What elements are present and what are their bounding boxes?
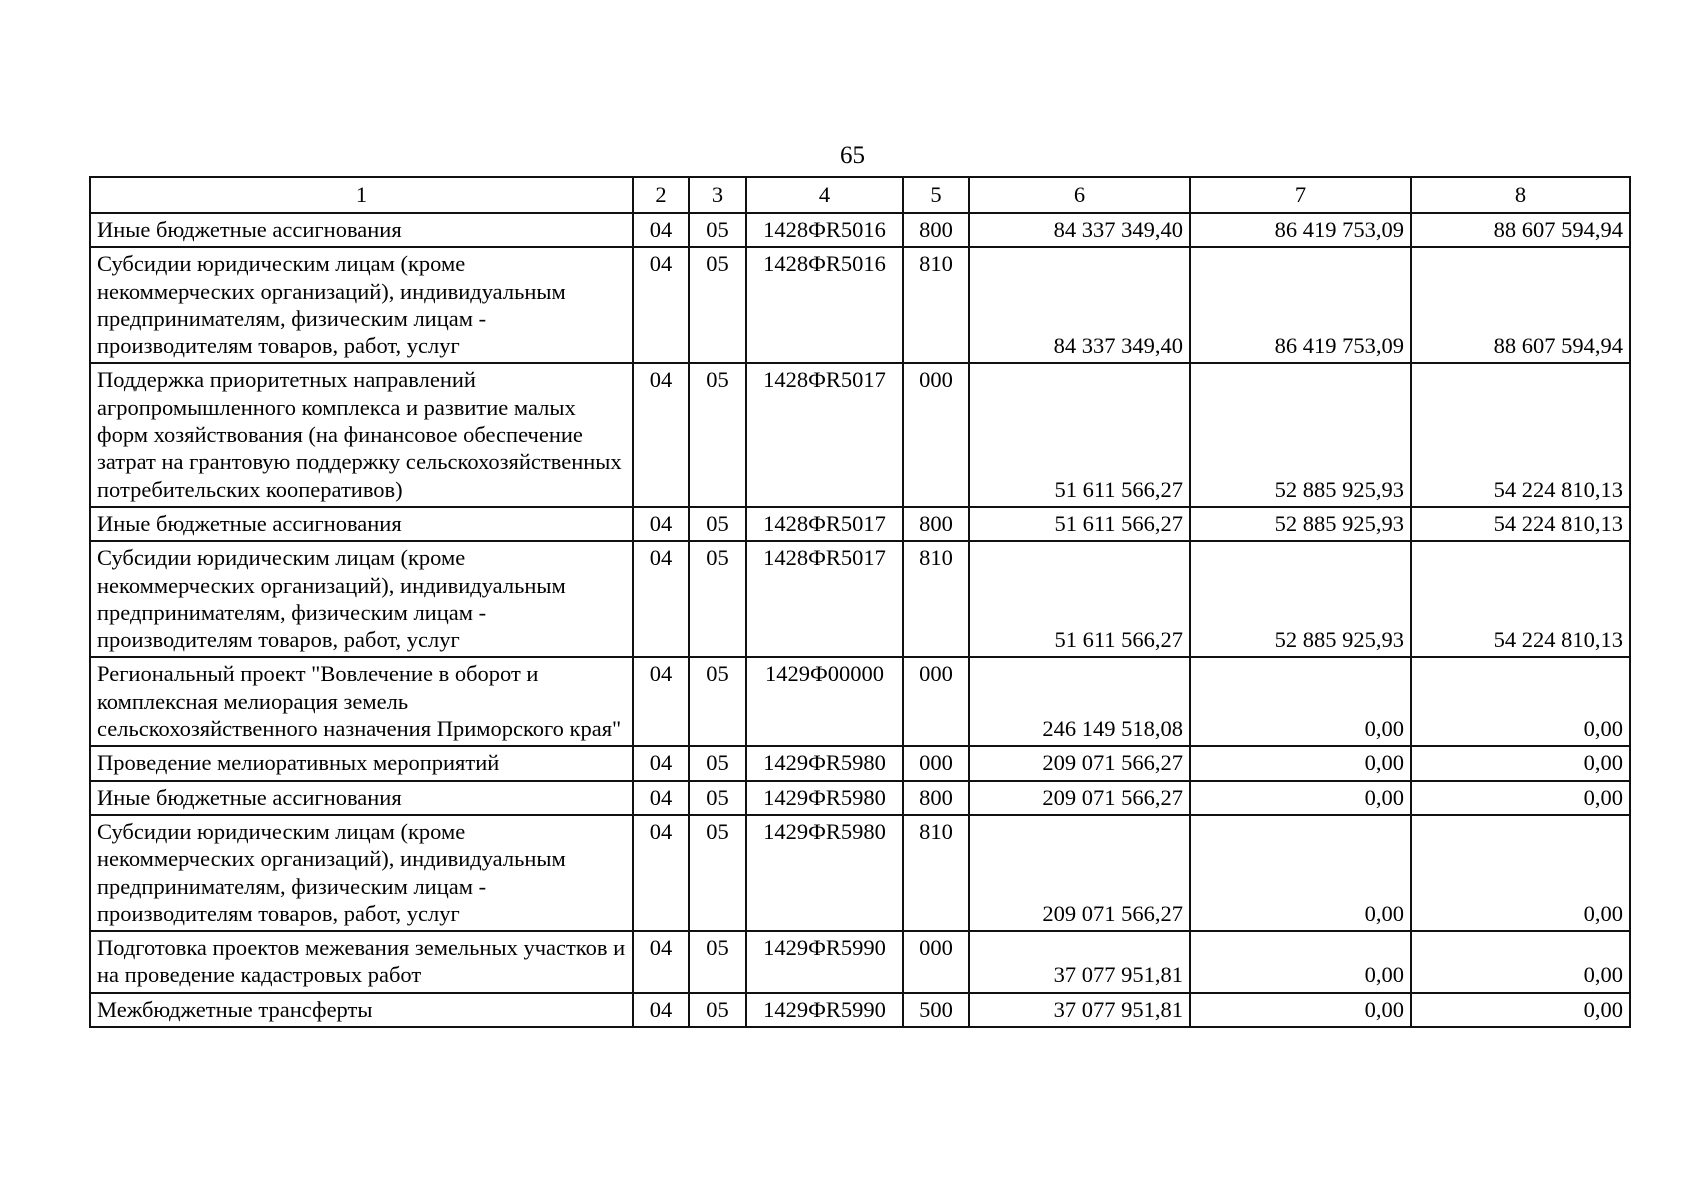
target-article-cell: 1428ФR5017 [746,507,903,541]
target-article-cell: 1429ФR5980 [746,746,903,780]
amount-year1-cell: 209 071 566,27 [969,815,1190,931]
expense-type-cell: 000 [903,363,969,506]
amount-year3-cell: 54 224 810,13 [1411,507,1630,541]
amount-year3-cell: 0,00 [1411,781,1630,815]
amount-year1-cell: 246 149 518,08 [969,657,1190,746]
table-row [90,815,1630,931]
table-row [90,931,1630,993]
amount-year3-cell: 0,00 [1411,931,1630,993]
row-name-cell: Субсидии юридическим лицам (кроме некоммерческих организаций), индивидуальным предпринимателям, физическим лицам - производителям товаров, работ, услуг [90,247,633,363]
header-cell: 5 [903,177,969,213]
section-code-cell: 04 [633,657,689,746]
subsection-code-cell: 05 [689,746,746,780]
header-cell: 3 [689,177,746,213]
target-article-cell: 1429Ф00000 [746,657,903,746]
amount-year3-cell: 0,00 [1411,815,1630,931]
amount-year3-cell: 88 607 594,94 [1411,247,1630,363]
amount-year2-cell: 86 419 753,09 [1190,247,1411,363]
amount-year3-cell: 0,00 [1411,993,1630,1027]
amount-year2-cell: 52 885 925,93 [1190,507,1411,541]
row-name-cell: Иные бюджетные ассигнования [90,781,633,815]
section-code-cell: 04 [633,815,689,931]
section-code-cell: 04 [633,247,689,363]
row-name-cell: Субсидии юридическим лицам (кроме некоммерческих организаций), индивидуальным предпринимателям, физическим лицам - производителям товаров, работ, услуг [90,541,633,657]
amount-year2-cell: 0,00 [1190,931,1411,993]
header-cell: 7 [1190,177,1411,213]
row-name-cell: Подготовка проектов межевания земельных участков и на проведение кадастровых работ [90,931,633,993]
table-row [90,247,1630,363]
target-article-cell: 1429ФR5990 [746,931,903,993]
amount-year2-cell: 0,00 [1190,746,1411,780]
table-row [90,541,1630,657]
header-cell: 4 [746,177,903,213]
subsection-code-cell: 05 [689,247,746,363]
page-number: 65 [840,142,865,169]
amount-year2-cell: 0,00 [1190,993,1411,1027]
amount-year1-cell: 51 611 566,27 [969,541,1190,657]
header-cell: 8 [1411,177,1630,213]
section-code-cell: 04 [633,993,689,1027]
amount-year2-cell: 52 885 925,93 [1190,363,1411,506]
amount-year2-cell: 0,00 [1190,657,1411,746]
header-row [90,177,1630,213]
amount-year1-cell: 84 337 349,40 [969,247,1190,363]
row-name-cell: Иные бюджетные ассигнования [90,507,633,541]
amount-year1-cell: 209 071 566,27 [969,781,1190,815]
section-code-cell: 04 [633,746,689,780]
expense-type-cell: 800 [903,781,969,815]
subsection-code-cell: 05 [689,815,746,931]
row-name-cell: Региональный проект "Вовлечение в оборот и комплексная мелиорация земель сельскохозяйственного назначения Приморского края" [90,657,633,746]
amount-year3-cell: 54 224 810,13 [1411,363,1630,506]
expense-type-cell: 500 [903,993,969,1027]
section-code-cell: 04 [633,541,689,657]
subsection-code-cell: 05 [689,993,746,1027]
amount-year2-cell: 52 885 925,93 [1190,541,1411,657]
header-cell: 1 [90,177,633,213]
expense-type-cell: 000 [903,931,969,993]
row-name-cell: Субсидии юридическим лицам (кроме некоммерческих организаций), индивидуальным предпринимателям, физическим лицам - производителям товаров, работ, услуг [90,815,633,931]
subsection-code-cell: 05 [689,507,746,541]
target-article-cell: 1428ФR5016 [746,213,903,247]
subsection-code-cell: 05 [689,781,746,815]
target-article-cell: 1428ФR5016 [746,247,903,363]
amount-year3-cell: 0,00 [1411,746,1630,780]
table-row [90,363,1630,506]
amount-year2-cell: 0,00 [1190,815,1411,931]
expense-type-cell: 800 [903,507,969,541]
table-body [90,177,1630,1027]
target-article-cell: 1428ФR5017 [746,363,903,506]
subsection-code-cell: 05 [689,541,746,657]
target-article-cell: 1429ФR5980 [746,815,903,931]
amount-year1-cell: 37 077 951,81 [969,931,1190,993]
amount-year1-cell: 51 611 566,27 [969,507,1190,541]
expense-type-cell: 000 [903,657,969,746]
table-row [90,213,1630,247]
row-name-cell: Межбюджетные трансферты [90,993,633,1027]
amount-year3-cell: 54 224 810,13 [1411,541,1630,657]
row-name-cell: Проведение мелиоративных мероприятий [90,746,633,780]
row-name-cell: Поддержка приоритетных направлений агропромышленного комплекса и развитие малых форм хозяйствования (на финансовое обеспечение затрат на грантовую поддержку сельскохозяйственных потребительских кооперативов) [90,363,633,506]
subsection-code-cell: 05 [689,657,746,746]
amount-year1-cell: 84 337 349,40 [969,213,1190,247]
budget-table [89,176,1631,1028]
amount-year2-cell: 0,00 [1190,781,1411,815]
section-code-cell: 04 [633,781,689,815]
table-row [90,657,1630,746]
table-row [90,746,1630,780]
header-cell: 6 [969,177,1190,213]
subsection-code-cell: 05 [689,931,746,993]
expense-type-cell: 810 [903,247,969,363]
section-code-cell: 04 [633,363,689,506]
section-code-cell: 04 [633,931,689,993]
subsection-code-cell: 05 [689,363,746,506]
expense-type-cell: 810 [903,815,969,931]
amount-year3-cell: 88 607 594,94 [1411,213,1630,247]
amount-year1-cell: 37 077 951,81 [969,993,1190,1027]
row-name-cell: Иные бюджетные ассигнования [90,213,633,247]
table-row [90,507,1630,541]
expense-type-cell: 800 [903,213,969,247]
amount-year2-cell: 86 419 753,09 [1190,213,1411,247]
amount-year3-cell: 0,00 [1411,657,1630,746]
expense-type-cell: 810 [903,541,969,657]
table-row [90,993,1630,1027]
section-code-cell: 04 [633,213,689,247]
target-article-cell: 1429ФR5990 [746,993,903,1027]
subsection-code-cell: 05 [689,213,746,247]
header-cell: 2 [633,177,689,213]
expense-type-cell: 000 [903,746,969,780]
section-code-cell: 04 [633,507,689,541]
amount-year1-cell: 51 611 566,27 [969,363,1190,506]
target-article-cell: 1429ФR5980 [746,781,903,815]
table-row [90,781,1630,815]
target-article-cell: 1428ФR5017 [746,541,903,657]
amount-year1-cell: 209 071 566,27 [969,746,1190,780]
